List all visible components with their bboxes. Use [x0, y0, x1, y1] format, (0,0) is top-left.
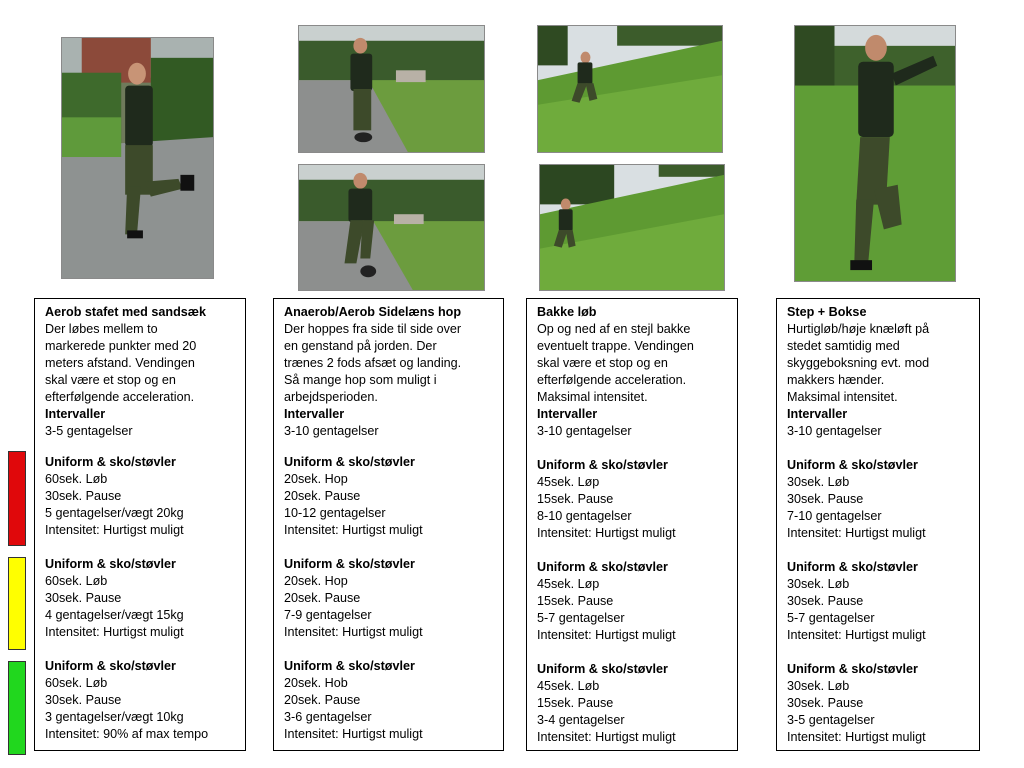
- card-title: Aerob stafet med sandsæk: [45, 305, 206, 319]
- level-line: 30sek. Pause: [45, 591, 122, 605]
- card-desc-line: skal være et stop og en: [45, 373, 176, 387]
- exercise-card-1: [34, 298, 246, 751]
- card-desc-line: Så mange hop som muligt i: [284, 373, 437, 387]
- card-desc-line: efterfølgende acceleration.: [537, 373, 687, 387]
- level-line: 7-10 gentagelser: [787, 509, 882, 523]
- card-desc-line: en genstand på jorden. Der: [284, 339, 437, 353]
- level-line: Intensitet: Hurtigst muligt: [787, 628, 926, 642]
- level-line: 3-5 gentagelser: [787, 713, 875, 727]
- card-desc-line: eventuelt trappe. Vendingen: [537, 339, 694, 353]
- photo-side-hop-2: [298, 164, 485, 291]
- card-desc-line: skyggeboksning evt. mod: [787, 356, 930, 370]
- level-title: Uniform & sko/støvler: [45, 557, 176, 571]
- level-title: Uniform & sko/støvler: [537, 458, 668, 472]
- level-line: Intensitet: Hurtigst muligt: [537, 526, 676, 540]
- card-desc-line: skal være et stop og en: [537, 356, 668, 370]
- level-line: 45sek. Løp: [537, 475, 600, 489]
- level-line: 30sek. Pause: [45, 489, 122, 503]
- intensity-bar-red: [8, 451, 26, 546]
- level-title: Uniform & sko/støvler: [45, 455, 176, 469]
- level-title: Uniform & sko/støvler: [537, 662, 668, 676]
- intensity-bar-yellow: [8, 557, 26, 650]
- exercise-card-4: [776, 298, 980, 751]
- level-line: 45sek. Løb: [537, 679, 600, 693]
- card-desc-line: Maksimal intensitet.: [537, 390, 648, 404]
- intervals-label: Intervaller: [284, 407, 345, 421]
- level-line: 20sek. Hop: [284, 574, 348, 588]
- card-desc-line: meters afstand. Vendingen: [45, 356, 195, 370]
- card-desc-line: stedet samtidig med: [787, 339, 900, 353]
- card-desc-line: Op og ned af en stejl bakke: [537, 322, 691, 336]
- level-title: Uniform & sko/støvler: [787, 662, 918, 676]
- level-title: Uniform & sko/støvler: [284, 659, 415, 673]
- level-line: 15sek. Pause: [537, 594, 614, 608]
- intervals-value: 3-10 gentagelser: [537, 424, 632, 438]
- intervals-value: 3-10 gentagelser: [787, 424, 882, 438]
- level-line: 20sek. Hob: [284, 676, 348, 690]
- card-desc-line: efterfølgende acceleration.: [45, 390, 195, 404]
- level-line: 20sek. Pause: [284, 489, 361, 503]
- level-line: 30sek. Løb: [787, 679, 850, 693]
- exercise-card-3: [526, 298, 738, 751]
- card-desc-line: Der løbes mellem to: [45, 322, 158, 336]
- level-line: 30sek. Pause: [787, 696, 864, 710]
- card-desc-line: trænes 2 fods afsæt og landing.: [284, 356, 462, 370]
- intervals-label: Intervaller: [45, 407, 106, 421]
- level-line: 15sek. Pause: [537, 492, 614, 506]
- photo-hill-run-1: [537, 25, 723, 153]
- level-line: Intensitet: Hurtigst muligt: [45, 523, 184, 537]
- level-title: Uniform & sko/støvler: [45, 659, 176, 673]
- card-title: Step + Bokse: [787, 305, 867, 319]
- level-line: 30sek. Løb: [787, 475, 850, 489]
- level-line: 3-6 gentagelser: [284, 710, 372, 724]
- card-title: Anaerob/Aerob Sidelæns hop: [284, 305, 462, 319]
- level-line: 30sek. Pause: [787, 492, 864, 506]
- level-line: 60sek. Løb: [45, 472, 108, 486]
- level-line: 10-12 gentagelser: [284, 506, 386, 520]
- level-line: 20sek. Pause: [284, 693, 361, 707]
- card-desc-line: Maksimal intensitet.: [787, 390, 898, 404]
- level-line: Intensitet: Hurtigst muligt: [787, 526, 926, 540]
- level-line: 5-7 gentagelser: [537, 611, 625, 625]
- level-line: Intensitet: Hurtigst muligt: [284, 523, 423, 537]
- level-line: 5 gentagelser/vægt 20kg: [45, 506, 184, 520]
- exercise-card-2: [273, 298, 504, 751]
- level-line: 15sek. Pause: [537, 696, 614, 710]
- level-line: 20sek. Hop: [284, 472, 348, 486]
- level-line: Intensitet: Hurtigst muligt: [284, 727, 423, 741]
- intervals-label: Intervaller: [787, 407, 848, 421]
- level-line: Intensitet: Hurtigst muligt: [537, 730, 676, 744]
- level-line: Intensitet: Hurtigst muligt: [537, 628, 676, 642]
- photo-sandbag-relay: [61, 37, 214, 279]
- card-desc-line: Hurtigløb/høje knæløft på: [787, 322, 930, 336]
- level-line: 7-9 gentagelser: [284, 608, 372, 622]
- level-line: 8-10 gentagelser: [537, 509, 632, 523]
- level-line: 30sek. Pause: [787, 594, 864, 608]
- level-line: 30sek. Løb: [787, 577, 850, 591]
- level-line: 30sek. Pause: [45, 693, 122, 707]
- level-line: 3 gentagelser/vægt 10kg: [45, 710, 184, 724]
- photo-hill-run-2: [539, 164, 725, 291]
- level-line: Intensitet: 90% af max tempo: [45, 727, 209, 741]
- level-line: 3-4 gentagelser: [537, 713, 625, 727]
- card-desc-line: Der hoppes fra side til side over: [284, 322, 462, 336]
- level-line: Intensitet: Hurtigst muligt: [284, 625, 423, 639]
- level-title: Uniform & sko/støvler: [284, 557, 415, 571]
- level-title: Uniform & sko/støvler: [537, 560, 668, 574]
- photo-step-box: [794, 25, 956, 282]
- level-line: 4 gentagelser/vægt 15kg: [45, 608, 184, 622]
- level-line: 5-7 gentagelser: [787, 611, 875, 625]
- level-title: Uniform & sko/støvler: [787, 560, 918, 574]
- level-title: Uniform & sko/støvler: [787, 458, 918, 472]
- level-line: Intensitet: Hurtigst muligt: [45, 625, 184, 639]
- photo-side-hop-1: [298, 25, 485, 153]
- level-line: Intensitet: Hurtigst muligt: [787, 730, 926, 744]
- level-line: 60sek. Løb: [45, 574, 108, 588]
- level-line: 45sek. Løp: [537, 577, 600, 591]
- level-line: 20sek. Pause: [284, 591, 361, 605]
- level-line: 60sek. Løb: [45, 676, 108, 690]
- card-desc-line: markerede punkter med 20: [45, 339, 197, 353]
- intervals-value: 3-5 gentagelser: [45, 424, 133, 438]
- level-title: Uniform & sko/støvler: [284, 455, 415, 469]
- intervals-value: 3-10 gentagelser: [284, 424, 379, 438]
- card-title: Bakke løb: [537, 305, 597, 319]
- card-desc-line: makkers hænder.: [787, 373, 885, 387]
- intensity-bar-green: [8, 661, 26, 755]
- intervals-label: Intervaller: [537, 407, 598, 421]
- card-desc-line: arbejdsperioden.: [284, 390, 378, 404]
